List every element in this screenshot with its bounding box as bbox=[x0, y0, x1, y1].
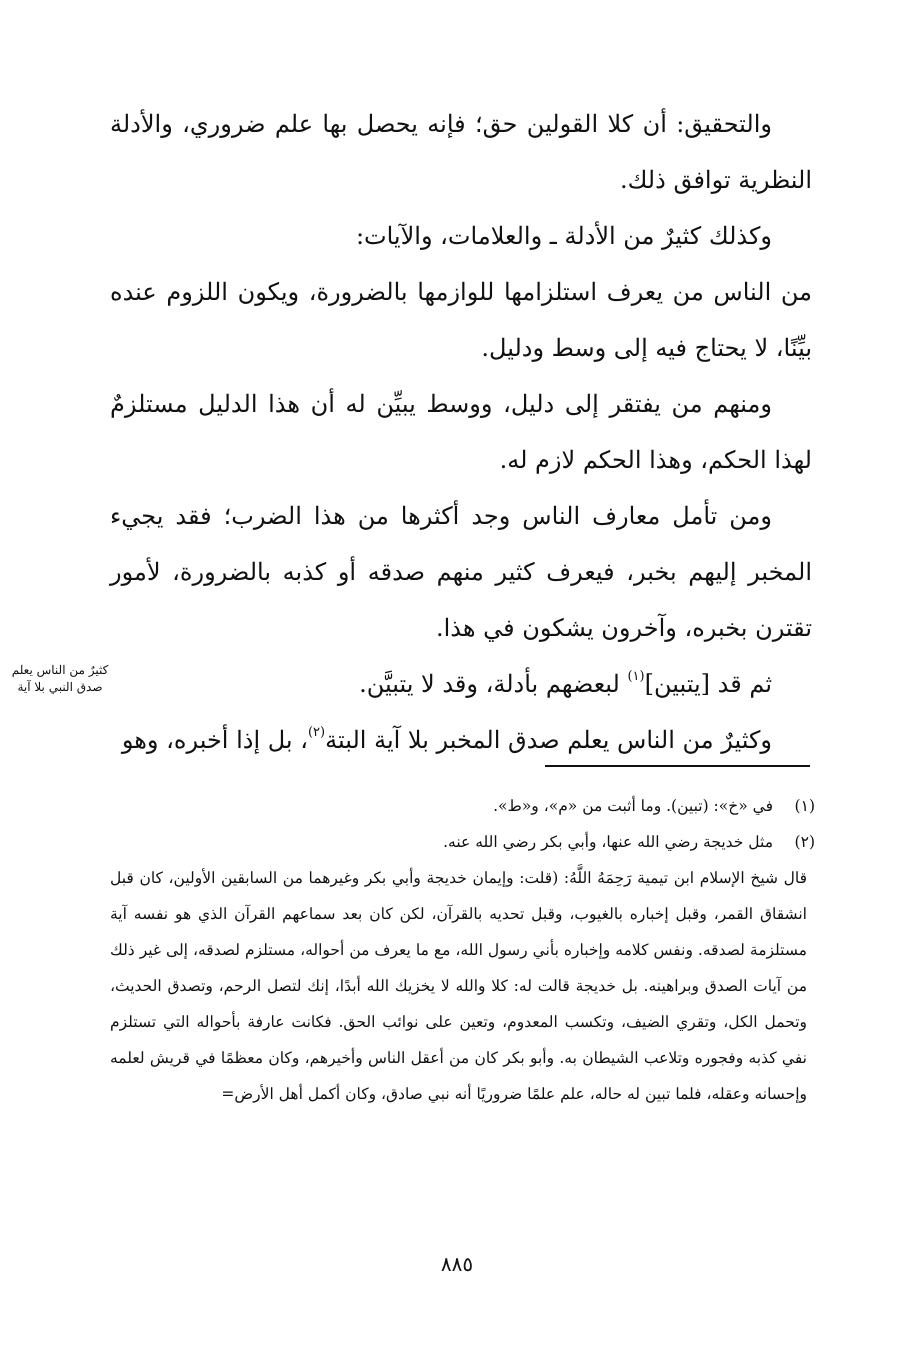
paragraph-3: من الناس من يعرف استلزامها للوازمها بالضرورة، ويكون اللزوم عنده بيِّنًا، لا يحتاج فيه إلى وسط ودليل. bbox=[110, 278, 812, 362]
footnote-ref-1: (١) bbox=[627, 669, 645, 684]
page-number: ٨٨٥ bbox=[440, 1252, 474, 1276]
footnotes bbox=[110, 788, 815, 1112]
paragraph-7-end: ، بل إذا أخبره، وهو bbox=[121, 726, 308, 754]
paragraph-5: ومن تأمل معارف الناس وجد أكثرها من هذا الضرب؛ فقد يجيء المخبر إليهم بخبر، فيعرف كثير منهم صدقه أو كذبه بالضرورة، لأمور تقترن بخبره، وآخرون يشكون في هذا. bbox=[110, 502, 812, 642]
footnote-separator bbox=[545, 765, 810, 767]
footnote-ref-2: (٢) bbox=[307, 725, 326, 740]
paragraph-7-start: وكثيرٌ من الناس يعلم صدق المخبر بلا آية البتة bbox=[325, 726, 772, 754]
paragraph-4: ومنهم من يفتقر إلى دليل، ووسط يبيِّن له أن هذا الدليل مستلزمٌ لهذا الحكم، وهذا الحكم لازم له. bbox=[110, 390, 812, 474]
margin-note: كثيرٌ من الناس يعلم صدق النبي بلا آية bbox=[11, 663, 109, 694]
footnote-text: في «خ»: (تبين). وما أثبت من «م»، و«ط». bbox=[493, 797, 773, 815]
paragraph-2: وكذلك كثيرٌ من الأدلة ـ والعلامات، والآيات: bbox=[355, 222, 772, 250]
footnote-number: (١) bbox=[794, 797, 815, 815]
paragraph-6-end: لبعضهم بأدلة، وقد لا يتبيَّن. bbox=[359, 670, 628, 698]
paragraph-7 bbox=[110, 712, 812, 768]
footnote-text: مثل خديجة رضي الله عنها، وأبي بكر رضي الله عنه. bbox=[443, 833, 773, 851]
paragraph-6 bbox=[110, 656, 812, 712]
paragraph-6-start: ثم قد [يتبين] bbox=[644, 670, 772, 698]
paragraph-1: والتحقيق: أن كلا القولين حق؛ فإنه يحصل بها علم ضروري، والأدلة النظرية توافق ذلك. bbox=[110, 110, 812, 194]
footnote-number: (٢) bbox=[794, 833, 815, 851]
main-text bbox=[110, 96, 812, 768]
footnote-1 bbox=[110, 788, 815, 824]
footnote-2-quotation: قال شيخ الإسلام ابن تيمية رَحِمَهُ اللَّهُ: (قلت: وإيمان خديجة وأبي بكر وغيرهما من السابقين الأولين، كان قبل انشقاق القمر، وقبل إخباره بالغيوب، وقبل تحديه بالقرآن، لكن كان بعد سماعهم القرآن الذي هو نفسه آية مستلزمة لصدقه. ونفس كلامه وإخباره بأني رسول الله، مع ما يعرف من أحواله، مستلزم لصدقه، إلى غير ذلك من آيات الصدق وبراهينه. بل خديجة قالت له: كلا والله لا يخزيك الله أبدًا، إنك لتصل الرحم، وتصدق الحديث، وتحمل الكل، وتقري الضيف، وتكسب المعدوم، وتعين على نوائب الحق. فكانت عارفة بأحواله التي تستلزم نفي كذبه وفجوره وتلاعب الشيطان به. وأبو بكر كان من أعقل الناس وأخيرهم، وكان معظمًا في قريش لعلمه وإحسانه وعقله، فلما تبين له حاله، علم علمًا ضروريًا أنه نبي صادق، وكان أكمل أهل الأرض= bbox=[110, 869, 807, 1103]
footnote-2 bbox=[110, 824, 815, 860]
